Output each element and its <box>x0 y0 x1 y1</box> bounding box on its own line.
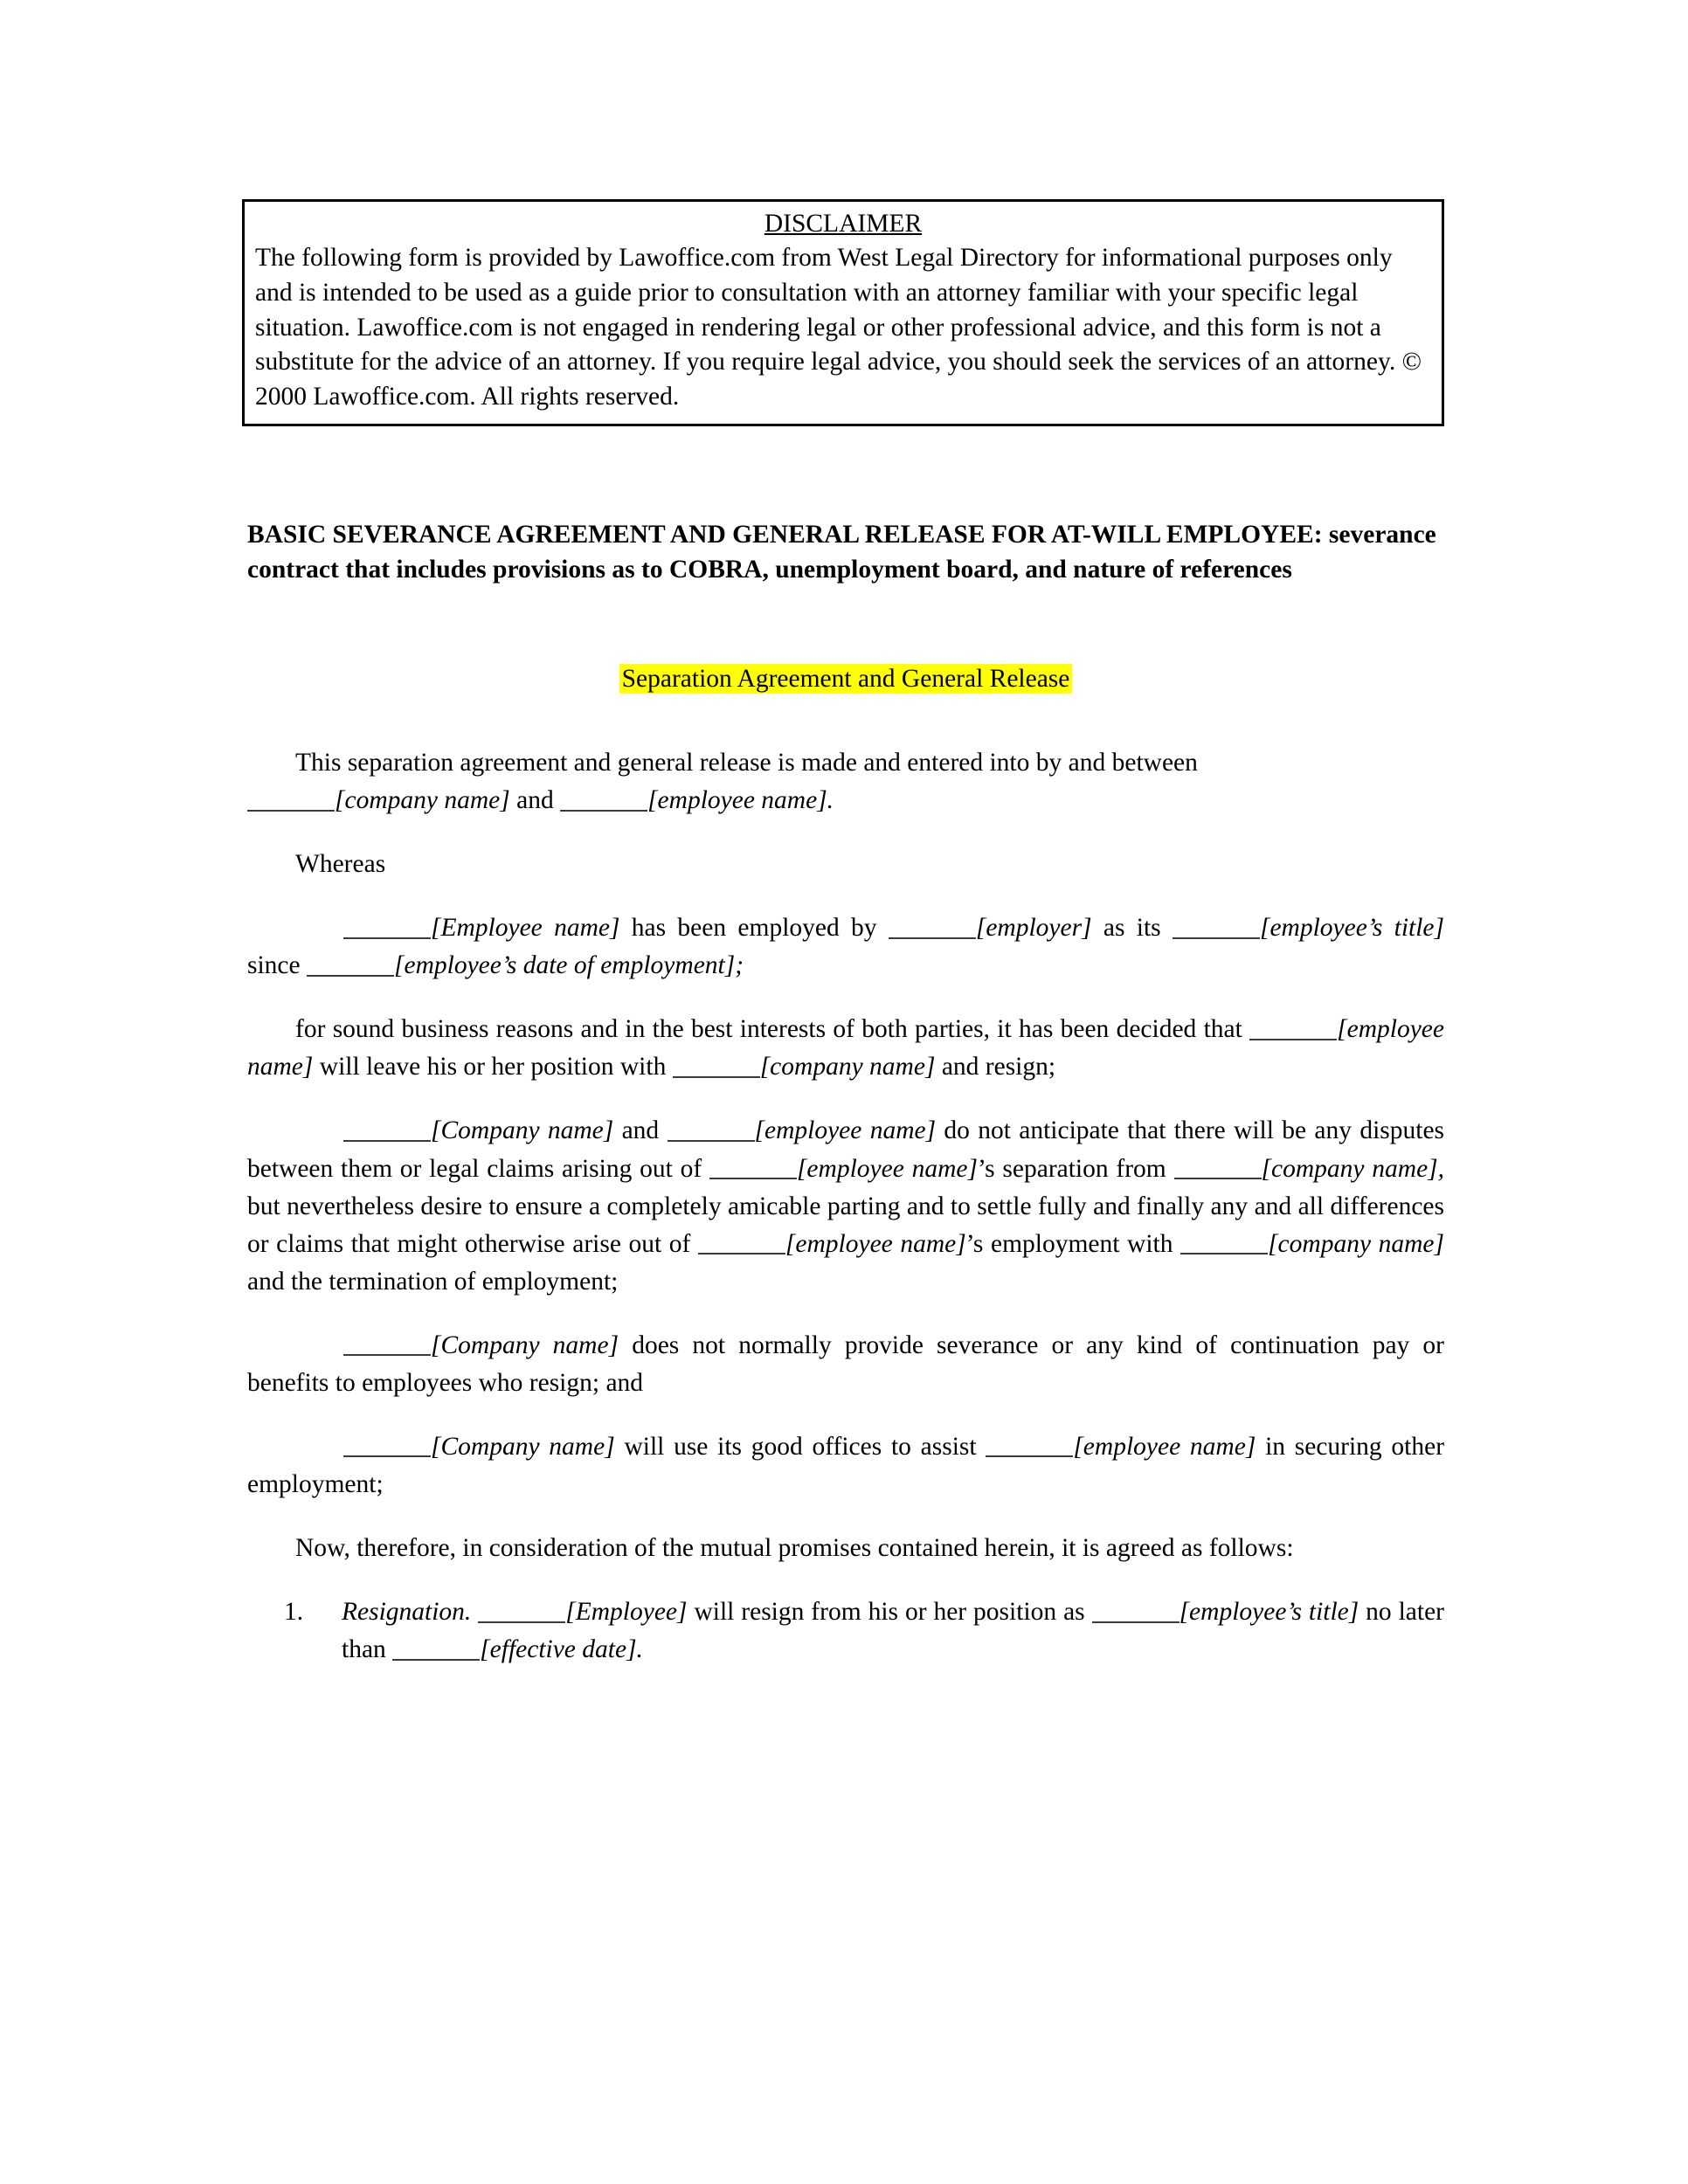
placeholder-effective-date: [effective date]. <box>480 1635 643 1664</box>
p3-text-c: ’s separation from <box>977 1154 1166 1183</box>
blank-line[interactable] <box>1173 913 1260 939</box>
blank-line[interactable] <box>560 785 647 812</box>
blank-line[interactable] <box>343 1330 431 1356</box>
blank-line[interactable] <box>1092 1597 1180 1623</box>
disclaimer-heading: DISCLAIMER <box>764 210 923 238</box>
p3-text-b: do not anticipate that there will be any disputes between them or legal claims arising out of <box>247 1116 1445 1183</box>
paragraph-employment-history <box>247 909 1444 985</box>
p1-text-c: since <box>247 951 301 980</box>
clause-heading: Resignation. <box>342 1598 472 1627</box>
blank-line[interactable] <box>986 1431 1073 1457</box>
placeholder-company-name: [Company name] <box>431 1432 615 1461</box>
p1-text-a: has been employed by <box>631 914 877 943</box>
placeholder-company-name: [company name] <box>1268 1229 1444 1258</box>
paragraph-whereas <box>247 846 1444 883</box>
blank-line[interactable] <box>709 1153 797 1179</box>
p2-text-b: will leave his or her position with <box>319 1053 667 1082</box>
clause-text-b: no later than <box>342 1598 1445 1664</box>
p3-text-e: ’s employment with <box>965 1229 1173 1258</box>
placeholder-employee-name: [Employee name] <box>431 914 620 943</box>
placeholder-employee-title: [employee’s title] <box>1179 1598 1359 1627</box>
p4-text-a: does not normally provide severance or any kind of continuation pay or benefits to employees who resign; and <box>247 1330 1444 1397</box>
paragraph-no-disputes <box>247 1112 1444 1300</box>
blank-line[interactable] <box>478 1597 565 1623</box>
placeholder-employee-name: [employee name] <box>1073 1432 1256 1461</box>
blank-line[interactable] <box>1180 1228 1268 1254</box>
intro-text-1: This separation agreement and general release is made and entered into by and between <box>295 749 1198 777</box>
list-item <box>247 1593 1444 1669</box>
paragraph-no-severance-policy <box>247 1327 1444 1402</box>
placeholder-employee-name: [employee name] <box>796 1154 978 1183</box>
p1-text-b: as its <box>1103 914 1161 943</box>
paragraph-now-therefore <box>247 1530 1444 1567</box>
blank-line[interactable] <box>673 1052 760 1078</box>
intro-text-2: and <box>516 786 554 815</box>
paragraph-intro <box>247 744 1444 819</box>
p3-text-d: but nevertheless desire to ensure a completely amicable parting and to settle fully and finally any and all differences or claims that might otherwise arise out of <box>247 1192 1444 1258</box>
placeholder-employee-title: [employee’s title] <box>1259 914 1445 943</box>
placeholder-company-name: [company name] <box>759 1053 936 1082</box>
placeholder-employer: [employer] <box>975 914 1092 943</box>
blank-line[interactable] <box>1249 1014 1337 1040</box>
placeholder-employee-name: [employee name] <box>754 1116 937 1145</box>
disclaimer-text: The following form is provided by Lawoffice.com from West Legal Directory for informational purposes only and is intended to be used as a guide prior to consultation with an attorney familiar with your specific legal situation. Lawoffice.com is not engaged in rendering legal or other professional advice, and this form is not a substitute for the advice of an attorney. If you require legal advice, you should seek the services of an attorney. © 2000 Lawoffice.com. All rights reserved. <box>255 244 1422 411</box>
placeholder-employee-name: [employee name]. <box>647 786 834 815</box>
disclaimer-box <box>242 199 1444 426</box>
p2-text-a: for sound business reasons and in the best interests of both parties, it has been decided that <box>295 1015 1242 1044</box>
whereas-label: Whereas <box>295 850 386 879</box>
placeholder-company-name: [company name] <box>335 786 510 815</box>
highlighted-subtitle: Separation Agreement and General Release <box>619 664 1073 694</box>
placeholder-employee-name: [employee name] <box>247 1015 1444 1082</box>
blank-line[interactable] <box>392 1635 480 1661</box>
blank-line[interactable] <box>307 950 394 977</box>
p3-text-f: and the termination of employment; <box>247 1267 619 1296</box>
placeholder-company-name: [Company name] <box>431 1116 614 1145</box>
p5-text-a: will use its good offices to assist <box>624 1432 977 1461</box>
p6-text: Now, therefore, in consideration of the mutual promises contained herein, it is agreed as follows: <box>295 1534 1294 1562</box>
blank-line[interactable] <box>247 785 335 812</box>
blank-line[interactable] <box>1174 1153 1262 1179</box>
placeholder-employee-name: [employee name] <box>785 1229 966 1258</box>
placeholder-date-of-employment: [employee’s date of employment]; <box>394 951 744 980</box>
clause-list <box>247 1593 1444 1669</box>
blank-line[interactable] <box>343 1116 431 1142</box>
placeholder-company-name: [company name], <box>1261 1154 1445 1183</box>
subtitle-container <box>247 662 1444 695</box>
document-body <box>247 744 1444 1691</box>
p2-text-c: and resign; <box>941 1053 1056 1082</box>
paragraph-business-reasons <box>247 1011 1444 1086</box>
p3-text-a: and <box>621 1116 660 1145</box>
blank-line[interactable] <box>698 1228 785 1254</box>
blank-line[interactable] <box>668 1116 755 1142</box>
blank-line[interactable] <box>889 913 976 939</box>
blank-line[interactable] <box>343 913 431 939</box>
paragraph-good-offices <box>247 1428 1444 1503</box>
placeholder-employee: [Employee] <box>565 1598 688 1627</box>
page-title: BASIC SEVERANCE AGREEMENT AND GENERAL RELEASE FOR AT-WILL EMPLOYEE: severance contract that includes provisions as to COBRA, unemployment board, and nature of references <box>247 521 1436 584</box>
p5-text-b: in securing other employment; <box>247 1432 1445 1498</box>
placeholder-company-name: [Company name] <box>431 1330 619 1359</box>
clause-text-a: will resign from his or her position as <box>694 1598 1085 1627</box>
blank-line[interactable] <box>343 1431 431 1457</box>
clause-number: 1. <box>284 1598 304 1627</box>
